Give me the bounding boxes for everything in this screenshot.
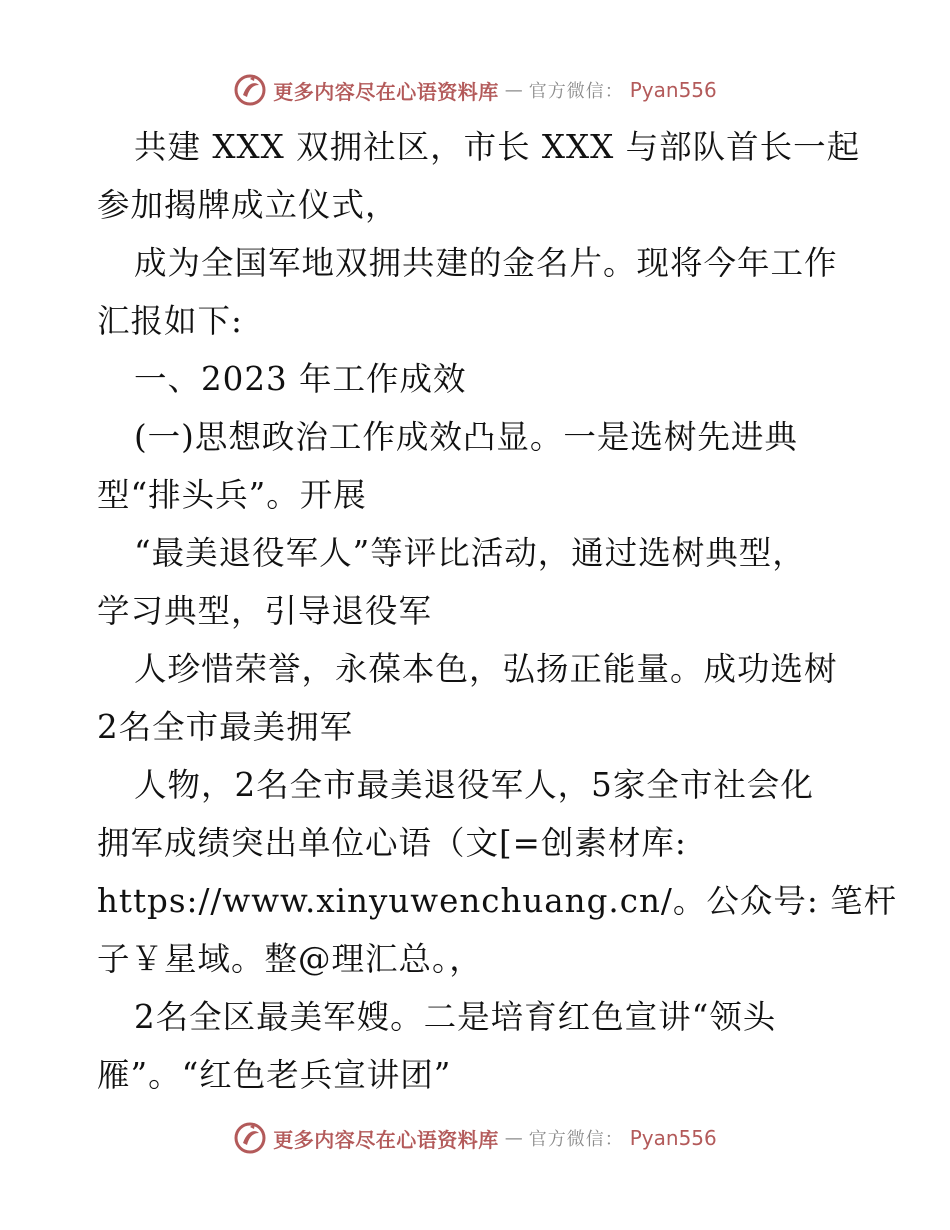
body-line: 成为全国军地双拥共建的金名片。现将今年工作	[134, 244, 838, 282]
body-line: 人珍惜荣誉，永葆本色，弘扬正能量。成功选树	[134, 650, 838, 688]
footer-dash: —	[504, 1127, 523, 1149]
body-line: 雁”。“红色老兵宣讲团”	[97, 1056, 452, 1094]
body-line: 2名全区最美军嫂。二是培育红色宣讲“领头	[134, 998, 777, 1036]
red-swirl-logo-icon	[233, 1121, 267, 1155]
body-line: 2名全市最美拥军	[97, 708, 354, 746]
body-line: 参加揭牌成立仪式，	[97, 186, 399, 224]
header-watermark	[0, 70, 950, 110]
body-line: 型“排头兵”。开展	[97, 476, 367, 514]
body-line: (一)思想政治工作成效凸显。一是选树先进典	[134, 418, 798, 456]
section-heading: 一、2023 年工作成效	[134, 360, 467, 398]
document-body	[97, 118, 898, 1104]
body-line: 人物，2名全市最美退役军人，5家全市社会化	[134, 766, 814, 804]
body-line: 共建 XXX 双拥社区，市长 XXX 与部队首长一起	[134, 128, 861, 166]
header-dash: —	[504, 79, 523, 101]
footer-watermark	[0, 1118, 950, 1158]
header-official-label: 官方微信：	[528, 81, 624, 102]
red-swirl-logo-icon	[233, 73, 267, 107]
footer-brand-text: 更多内容尽在心语资料库	[273, 1127, 499, 1152]
body-line: 学习典型，引导退役军	[97, 592, 433, 630]
body-line: 汇报如下:	[97, 302, 243, 340]
header-brand-text: 更多内容尽在心语资料库	[273, 79, 499, 104]
body-line: 子￥星域。整@理汇总。，	[97, 940, 483, 978]
body-line: https://www.xinyuwenchuang.cn/。公众号: 笔杆	[97, 882, 898, 920]
footer-official-label: 官方微信：	[528, 1129, 624, 1150]
footer-account-id: Pyan556	[629, 1126, 717, 1150]
header-account-id: Pyan556	[629, 78, 717, 102]
body-line: “最美退役军人”等评比活动，通过选树典型，	[134, 534, 806, 572]
body-line: 拥军成绩突出单位心语（文[=创素材库:	[97, 824, 687, 862]
